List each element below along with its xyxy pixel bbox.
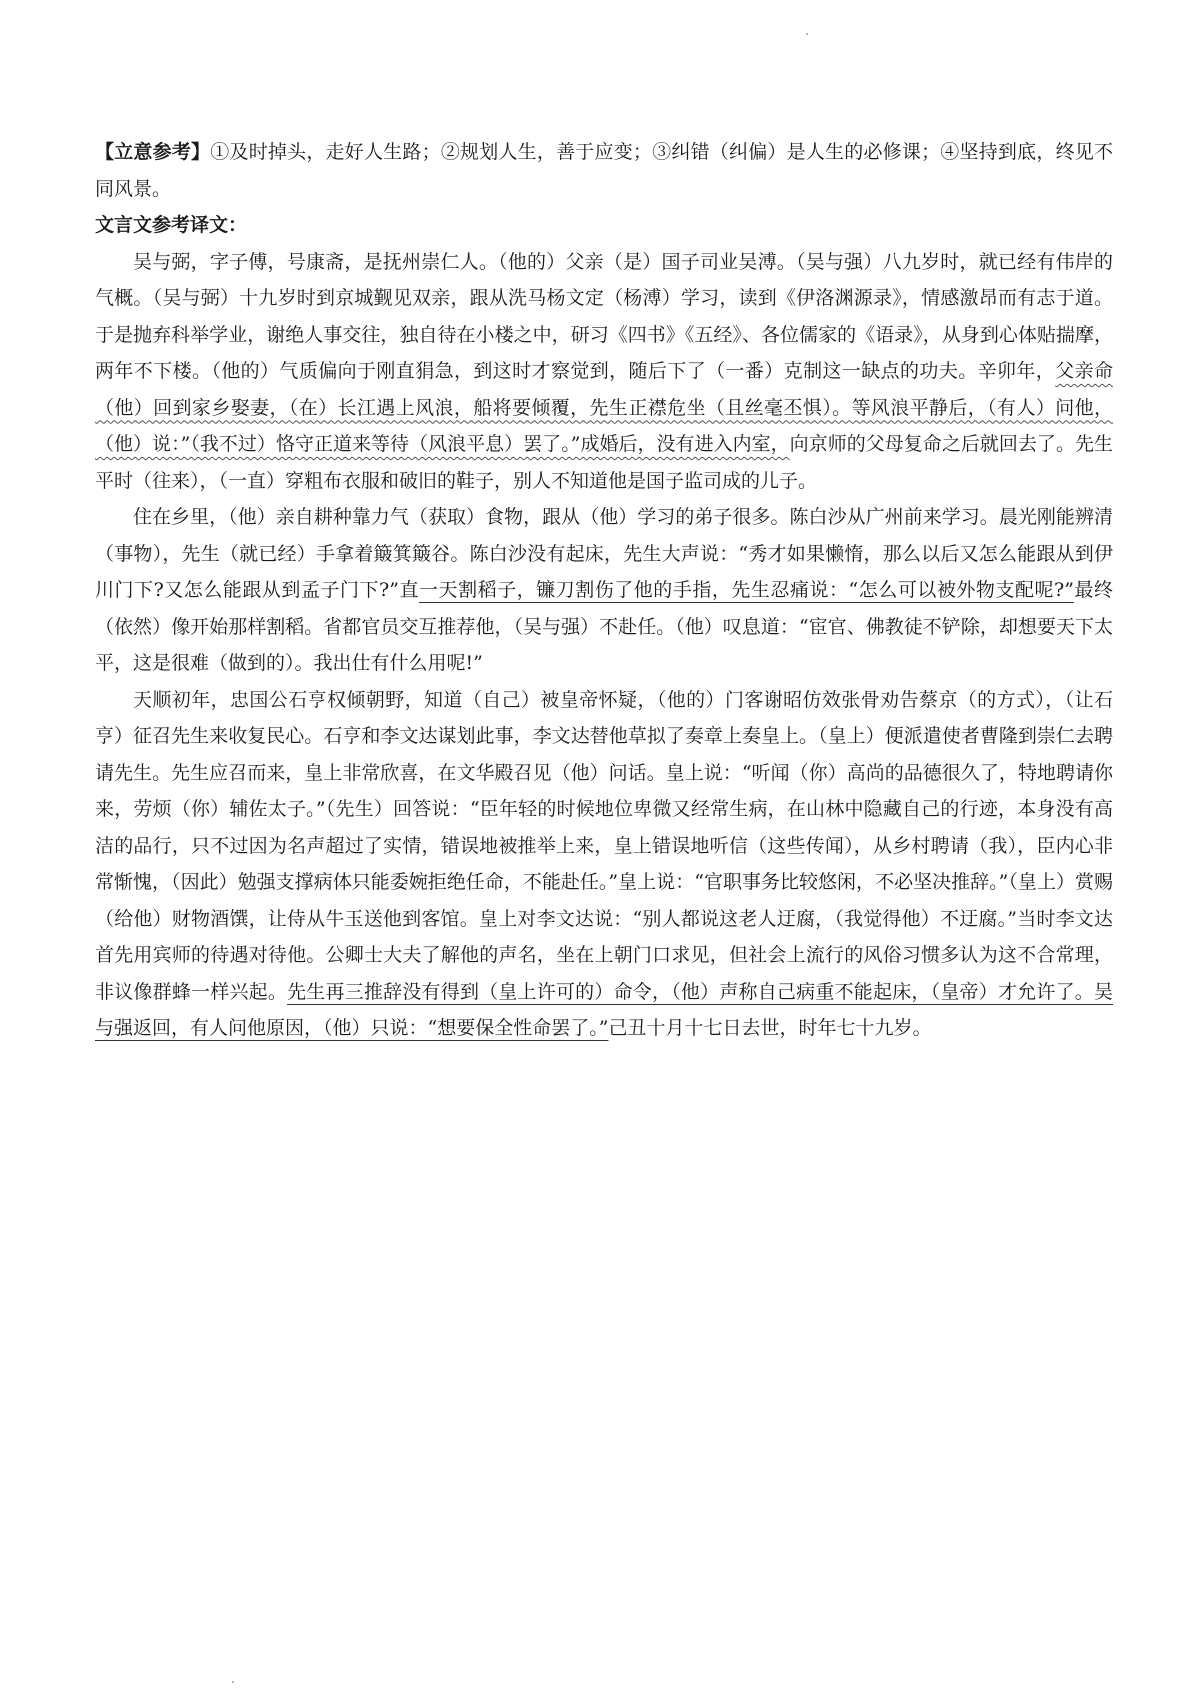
translation-paragraph-3 bbox=[95, 682, 1113, 1047]
paragraph-2-text-a: 住在乡里，（他）亲自耕种靠力气（获取）食物，跟从（他）学习的弟子很多。陈白沙从广州前来学习。晨光刚能辨清（事物），先生（就已经）手拿着簸箕簸谷。陈白沙没有起床，先生大声说：“秀才如果懒惰，那么以后又怎么能跟从到伊川门下?又怎么能跟从到孟子门下?”直 bbox=[95, 506, 1113, 601]
scan-speck-top bbox=[806, 33, 808, 35]
translation-paragraph-2 bbox=[95, 499, 1113, 682]
translation-paragraph-1 bbox=[95, 244, 1113, 500]
document-page bbox=[95, 134, 1113, 1047]
intent-text: ①及时掉头，走好人生路；②规划人生，善于应变；③纠错（纠偏）是人生的必修课；④坚持到底，终见不同风景。 bbox=[95, 141, 1113, 200]
paragraph-3-underlined: 先生再三推辞没有得到（皇上许可的）命令，（他）声称自己病重不能起床，（皇帝）才允许了。吴与强返回，有人问他原因，（他）只说：“想要保全性命罢了。” bbox=[95, 980, 1113, 1039]
paragraph-2-underlined: 一天割稻子，镰刀割伤了他的手指，先生忍痛说：“怎么可以被外物支配呢?” bbox=[419, 579, 1074, 601]
translation-heading: 文言文参考译文： bbox=[95, 214, 248, 236]
paragraph-3-text-a: 天顺初年，忠国公石亨权倾朝野，知道（自己）被皇帝怀疑，（他的）门客谢昭仿效张骨劝告蔡京（的方式），（让石亨）征召先生来收复民心。石亨和李文达谋划此事，李文达替他草拟了奏章上奏皇上。（皇上）便派遣使者曹隆到崇仁去聘请先生。先生应召而来，皇上非常欣喜，在文华殿召见（他）问话。皇上说：“听闻（你）高尚的品德很久了，特地聘请你来，劳烦（你）辅佐太子。”（先生）回答说：“臣年轻的时候地位卑微又经常生病，在山林中隐藏自己的行迹，本身没有高洁的品行，只不过因为名声超过了实情，错误地被推举上来，皇上错误地听信（这些传闻），从乡村聘请（我），臣内心非常惭愧，（因此）勉强支撑病体只能委婉拒绝任命，不能赴任。”皇上说：“官职事务比较悠闲，不必坚决推辞。”（皇上）赏赐（给他）财物酒馔，让侍从牛玉送他到客馆。皇上对李文达说：“别人都说这老人迂腐，（我觉得他）不迂腐。”当时李文达首先用宾师的待遇对待他。公卿士大夫了解他的声名，坐在上朝门口求见，但社会上流行的风俗习惯多认为这不合常理，非议像群蜂一样兴起。 bbox=[95, 688, 1113, 1003]
paragraph-1-wavy-underlined: 父亲命（他）回到家乡娶妻，（在）长江遇上风浪，船将要倾覆，先生正襟危坐（且丝毫丕惧）。等风浪平静后，（有人）问他，（他）说：”（我不过）恪守正道来等待（风浪平息）罢了。”成婚后，没有进入内室， bbox=[95, 360, 1113, 455]
paragraph-3-text-b: 己丑十月十七日去世，时年七十九岁。 bbox=[608, 1017, 932, 1039]
intent-reference bbox=[95, 134, 1113, 207]
intent-label: 【立意参考】 bbox=[95, 141, 211, 163]
scan-speck-bottom bbox=[232, 1681, 234, 1683]
paragraph-1-text-b: 向京师的父母复命之后就回去了。先生平时（往来），（一直）穿粗布衣服和破旧的鞋子，别人不知道他是国子监司成的儿子。 bbox=[95, 433, 1113, 492]
paragraph-2-text-b: 最终（依然）像开始那样割稻。省都官员交互推荐他，（吴与强）不赴任。（他）叹息道：“宦官、佛教徒不铲除，却想要天下太平，这是很难（做到的）。我出仕有什么用呢!” bbox=[95, 579, 1113, 674]
paragraph-1-text-a: 吴与弼，字子傅，号康斋，是抚州崇仁人。（他的）父亲（是）国子司业吴溥。（吴与强）八九岁时，就已经有伟岸的气概。（吴与弼）十九岁时到京城觐见双亲，跟从洗马杨文定（杨溥）学习，读到《伊洛渊源录》，情感激昂而有志于道。于是抛弃科举学业，谢绝人事交往，独自待在小楼之中，研习《四书》《五经》、各位儒家的《语录》，从身到心体贴揣摩，两年不下楼。（他的）气质偏向于刚直狷急，到这时才察觉到，随后下了（一番）克制这一缺点的功夫。辛卯年， bbox=[95, 250, 1113, 382]
